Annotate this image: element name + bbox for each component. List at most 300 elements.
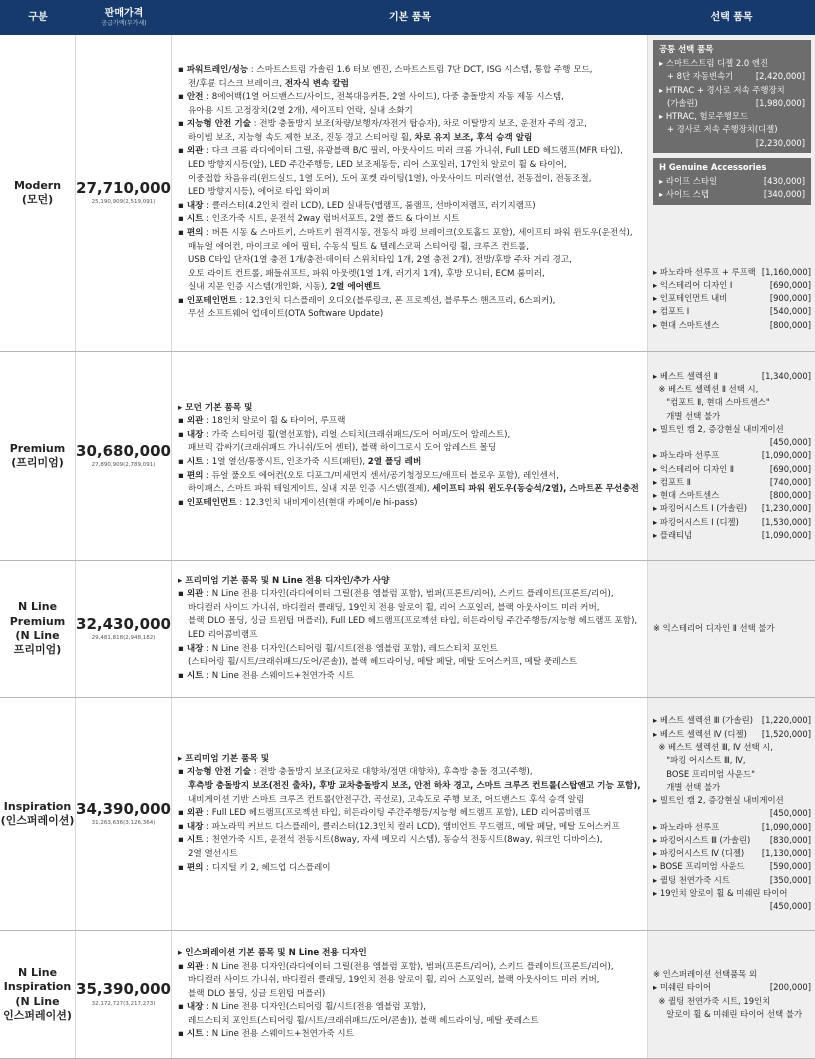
basic-item-category: 지능형 안전 기술 bbox=[186, 119, 251, 130]
bullet-icon: ▪ bbox=[178, 767, 187, 778]
option-item[interactable] bbox=[653, 860, 811, 873]
bullet-icon: ▪ bbox=[178, 808, 187, 819]
basic-item-line bbox=[178, 656, 643, 670]
option-name: (가솔린) bbox=[659, 97, 698, 108]
option-item[interactable] bbox=[653, 516, 811, 529]
bullet-icon: ▪ bbox=[178, 200, 187, 211]
basic-item-detail: : 전방 충돌방지 보조(교차로 대향차/정면 대향차), 후측방 충돌 경고(주행), bbox=[250, 767, 533, 778]
basic-item-line bbox=[178, 91, 643, 105]
basic-item-line bbox=[178, 807, 643, 821]
bullet-icon: ▪ bbox=[178, 214, 187, 225]
basic-item-detail: : 듀얼 풀오토 에어컨(오토 디포그/미세먼지 센서/공기청정모드/애프터 블로우 포함), 레인센서, bbox=[203, 470, 559, 481]
header-basic-label: 기본 품목 bbox=[388, 11, 432, 23]
basic-item-line bbox=[178, 470, 643, 484]
option-item[interactable] bbox=[653, 807, 811, 820]
option-name: "컴포트 Ⅱ, 현대 스마트센스" bbox=[653, 397, 770, 408]
option-item[interactable] bbox=[653, 1008, 811, 1021]
basic-item-emphasis: 전자식 변속 칼럼 bbox=[284, 78, 349, 89]
option-name: ▸ HTRAC, 험로주행모드 bbox=[659, 111, 749, 122]
basic-item-category: 시트 bbox=[186, 457, 204, 467]
trim-name: Inspiration bbox=[3, 799, 72, 813]
option-item[interactable] bbox=[653, 728, 811, 741]
option-item[interactable] bbox=[653, 821, 811, 834]
basic-item-line bbox=[178, 834, 643, 848]
options-cell bbox=[648, 35, 815, 351]
option-name: ▸ 파노라마 선루프 bbox=[653, 821, 720, 832]
basic-item-detail: : N Line 전용 스웨이드+천연가죽 시트 bbox=[203, 1029, 354, 1040]
bullet-icon: ▪ bbox=[178, 862, 187, 873]
option-item[interactable] bbox=[659, 84, 805, 97]
accessories-box bbox=[653, 158, 811, 205]
supply-price: 29,481,818(2,948,182) bbox=[91, 635, 156, 642]
option-item[interactable] bbox=[659, 175, 805, 188]
basic-item-detail: : 디지털 키 2, 헤드업 디스플레이 bbox=[203, 862, 331, 873]
basic-item-line bbox=[178, 213, 643, 227]
basic-items-cell bbox=[172, 352, 648, 560]
header-basic bbox=[172, 0, 648, 35]
basic-item-line bbox=[178, 295, 643, 309]
option-name: ▸ 베스트 셀렉션 Ⅱ bbox=[653, 370, 718, 381]
option-price: [1,230,000] bbox=[761, 503, 811, 514]
basic-items-cell bbox=[172, 931, 648, 1058]
supply-price: 27,890,909(2,789,091) bbox=[91, 462, 156, 469]
option-name: ▸ 사이드 스텝 bbox=[659, 189, 709, 200]
option-item[interactable] bbox=[653, 874, 811, 887]
option-item[interactable] bbox=[659, 188, 805, 201]
option-item[interactable] bbox=[653, 449, 811, 462]
basic-item-line bbox=[178, 961, 643, 975]
basic-item-line bbox=[178, 1001, 643, 1015]
option-price: [740,000] bbox=[769, 476, 811, 487]
basic-item-detail: : 8에어백(1열 어드밴스드/사이드, 전복대응커튼, 2열 사이드), 다중 충돌방지 자동 제동 시스템, bbox=[203, 92, 564, 103]
option-item[interactable] bbox=[653, 887, 811, 900]
basic-item-line bbox=[178, 974, 643, 988]
option-name: ▸ 빌트인 캠 2, 증강현실 내비게이션 bbox=[653, 795, 784, 806]
basic-item-detail: 하이패스, 스마트 파워 테일게이트, 실내 지문 인증 시스템(결제), bbox=[188, 484, 433, 495]
basic-item-detail: : N Line 전용 디자인(스티어링 휠/시트(전용 엠블럼 포함), bbox=[203, 1002, 426, 1013]
basic-item-line bbox=[178, 780, 643, 794]
trim-row bbox=[0, 35, 815, 352]
basic-item-detail: LED 방향지시등(앞), LED 주간주행등, LED 보조제동등, 리어 스포일러, 17인치 알로이 휠 & 타이어, bbox=[188, 160, 567, 171]
option-item[interactable] bbox=[653, 305, 811, 318]
basic-item-line bbox=[178, 497, 643, 511]
basic-item-line bbox=[178, 254, 643, 268]
basic-item-detail: : 인조가죽 시트, 운전석 2way 럼버서포트, 2열 폴드 & 다이브 시트 bbox=[203, 214, 460, 225]
basic-item-line bbox=[178, 670, 643, 684]
basic-item-line bbox=[178, 200, 643, 214]
basic-item-heading: ▸ 모던 기본 품목 및 bbox=[178, 402, 253, 413]
basic-item-category: 편의 bbox=[186, 862, 204, 873]
option-price: [800,000] bbox=[769, 490, 811, 501]
supply-price: 25,190,909(2,519,091) bbox=[91, 199, 156, 206]
basic-item-detail: : 파노라믹 커브드 디스플레이, 클러스터(12.3인치 컬러 LCD), 앰비언트 무드램프, 메탈 페달, 메탈 도어스커프 bbox=[203, 821, 620, 832]
bullet-icon: ▪ bbox=[178, 670, 187, 681]
option-name: ▸ 19인치 알로이 휠 & 미쉐린 타이어 bbox=[653, 888, 788, 899]
option-name: ▸ 인포테인먼트 내비 bbox=[653, 293, 728, 304]
option-item[interactable] bbox=[653, 266, 811, 279]
option-item[interactable] bbox=[653, 396, 811, 409]
basic-item-line bbox=[178, 186, 643, 200]
basic-item-line bbox=[178, 753, 643, 767]
basic-item-line bbox=[178, 947, 643, 961]
basic-item-detail: : 스마트스트림 가솔린 1.6 터보 엔진, 스마트스트림 7단 DCT, ISG 시스템, 통합 주행 모드, bbox=[248, 65, 593, 75]
bullet-icon: ▪ bbox=[178, 227, 187, 238]
option-item[interactable] bbox=[653, 383, 811, 396]
basic-item-detail: 패브릭 감싸기(크래쉬패드 가니쉬/도어 센터), 블랙 하이그로시 도어 암레스트 몰딩 bbox=[188, 443, 497, 454]
basic-item-emphasis: 세이프티 파워 윈도우(동승석/2열), 스마트폰 무선충전 bbox=[432, 484, 639, 495]
basic-item-category: 외관 bbox=[186, 961, 204, 972]
basic-item-line bbox=[178, 794, 643, 808]
basic-item-line bbox=[178, 78, 643, 92]
option-price: [800,000] bbox=[769, 319, 811, 330]
option-price: [1,980,000] bbox=[755, 97, 805, 108]
option-item[interactable] bbox=[653, 463, 811, 476]
basic-item-detail: : 1열 열선/통풍시트, 인조가죽 시트(패턴), bbox=[203, 457, 368, 467]
option-price: [450,000] bbox=[769, 901, 811, 912]
option-item[interactable] bbox=[653, 781, 811, 794]
basic-item-detail: 바디컬러 사이드 가니쉬, 바디컬러 클래딩, 19인치 전용 알로이 휠, 리어 스포일러, 블랙 아웃사이드 미러 커버, bbox=[188, 975, 600, 986]
basic-item-detail: : 18인치 알로이 휠 & 타이어, 루프랙 bbox=[203, 416, 346, 427]
trim-row bbox=[0, 698, 815, 931]
trim-name-cell bbox=[0, 352, 76, 560]
bullet-icon: ▪ bbox=[178, 416, 187, 427]
bullet-icon: ▪ bbox=[178, 146, 187, 157]
basic-item-line bbox=[178, 308, 643, 322]
options-cell bbox=[648, 352, 815, 560]
basic-item-detail: : 가죽 스티어링 휠(열선포함), 리얼 스티치(크래쉬패드/도어 어퍼/도어 암레스트), bbox=[203, 429, 511, 440]
option-item[interactable] bbox=[653, 319, 811, 332]
option-price: [1,090,000] bbox=[761, 530, 811, 541]
option-item[interactable] bbox=[659, 70, 805, 83]
trim-name: N Line Premium (N Line 프리미엄) bbox=[9, 600, 66, 657]
bullet-icon: ▪ bbox=[178, 589, 187, 600]
basic-item-detail: 후측방 충돌방지 보조(전진 출차), 후방 교차충돌방지 보조, 안전 하차 경고, 스마트 크루즈 컨트롤(스탑앤고 기능 포함), bbox=[188, 781, 641, 792]
option-name: ※ 인스퍼레이션 선택품목 외 bbox=[653, 968, 757, 979]
option-name: ▸ 플래티넘 bbox=[653, 530, 693, 541]
basic-item-detail: : N Line 전용 디자인(라디에이터 그릴(전용 엠블럼 포함), 범퍼(프론트/리어), 스키드 플레이트(프론트/리어), bbox=[203, 589, 614, 600]
options-cell bbox=[648, 698, 815, 930]
basic-item-line bbox=[178, 402, 643, 416]
option-price: [1,160,000] bbox=[761, 266, 811, 277]
basic-item-detail: : 다크 크롬 라디에이터 그릴, 유광블랙 B/C 필러, 아웃사이드 미러 크롬 가니쉬, Full LED 헤드램프(MFR 타입), bbox=[203, 146, 623, 157]
basic-item-line bbox=[178, 862, 643, 876]
basic-item-detail: 바디컬러 사이드 가니쉬, 바디컬러 클래딩, 19인치 전용 알로이 휠, 리어 스포일러, 블랙 아웃사이드 미러 커버, bbox=[188, 602, 600, 613]
trim-name-cell bbox=[0, 698, 76, 930]
basic-item-category: 외관 bbox=[186, 146, 204, 157]
option-price: [200,000] bbox=[769, 982, 811, 993]
option-price: [1,520,000] bbox=[761, 728, 811, 739]
bullet-icon: ▪ bbox=[178, 92, 187, 103]
basic-item-category: 내장 bbox=[186, 1002, 204, 1013]
basic-item-detail: LED 방향지시등), 에어로 타입 와이퍼 bbox=[188, 187, 330, 198]
trim-row bbox=[0, 931, 815, 1059]
basic-item-category: 인포테인먼트 bbox=[186, 497, 237, 508]
option-item[interactable] bbox=[653, 279, 811, 292]
option-item[interactable] bbox=[653, 847, 811, 860]
trim-name-cell bbox=[0, 561, 76, 697]
bullet-icon: ▪ bbox=[178, 457, 187, 467]
trim-name: Premium bbox=[9, 441, 66, 455]
basic-items-cell bbox=[172, 35, 648, 351]
option-name: 개별 선택 불가 bbox=[653, 410, 721, 421]
basic-item-line bbox=[178, 268, 643, 282]
option-name: ▸ 베스트 셀렉션 Ⅲ (가솔린) bbox=[653, 715, 753, 726]
bullet-icon: ▪ bbox=[178, 643, 187, 654]
option-item[interactable] bbox=[653, 995, 811, 1008]
bullet-icon: ▪ bbox=[178, 1002, 187, 1013]
basic-item-emphasis: 차로 유지 보조, 후석 승객 알림 bbox=[414, 132, 533, 143]
basic-item-category: 지능형 안전 기술 bbox=[186, 767, 251, 778]
header-category bbox=[0, 0, 76, 35]
option-price: [2,420,000] bbox=[755, 71, 805, 82]
basic-item-line bbox=[178, 575, 643, 589]
basic-item-detail: 블랙 DLO 몰딩, 싱글 트윈팁 머플러) bbox=[188, 988, 326, 999]
option-item[interactable] bbox=[653, 900, 811, 913]
basic-item-detail: 실내 지문 인증 시스템(개인화, 시동), bbox=[188, 282, 331, 293]
option-item[interactable] bbox=[653, 968, 811, 981]
option-price: [450,000] bbox=[769, 437, 811, 448]
basic-item-line bbox=[178, 821, 643, 835]
option-item[interactable] bbox=[653, 768, 811, 781]
basic-item-detail: : N Line 전용 디자인(라디에이터 그릴(전용 엠블럼 포함), 범퍼(프론트/리어), 스키드 플레이트(프론트/리어), bbox=[203, 961, 614, 972]
basic-item-category: 내장 bbox=[186, 643, 204, 654]
basic-item-detail: 전/후륜 디스크 브레이크, bbox=[188, 78, 285, 89]
basic-item-line bbox=[178, 105, 643, 119]
trim-name: N Line Inspiration (N Line 인스퍼레이션) bbox=[3, 965, 72, 1022]
basic-item-category: 외관 bbox=[186, 416, 204, 427]
option-item[interactable] bbox=[653, 370, 811, 383]
basic-item-category: 시트 bbox=[186, 835, 204, 846]
sale-price: 30,680,000 bbox=[76, 441, 171, 460]
basic-item-category: 인포테인먼트 bbox=[186, 295, 237, 306]
trim-name: Modern bbox=[13, 178, 62, 192]
basic-item-category: 시트 bbox=[186, 670, 204, 681]
option-name: ▸ 컴포트 Ⅱ bbox=[653, 476, 691, 487]
basic-item-detail: : Full LED 헤드램프(프로젝션 타입, 히든라이팅 주간주행등/지능형 헤드램프 포함), LED 리어콤비램프 bbox=[203, 808, 591, 819]
basic-item-detail: : 12.3인치 디스플레이 오디오(블루링크, 폰 프로젝션, 블루투스 핸즈프리, 6스피커), bbox=[236, 295, 556, 306]
header-price-label: 판매가격 bbox=[104, 7, 144, 19]
option-group-title: H Genuine Accessories bbox=[659, 161, 767, 172]
basic-item-detail: 오토 라이트 컨트롤, 패들쉬프트, 파워 아웃렛(1열 1개, 러기지 1개), 후방 모니터, ECM 룸미러, bbox=[188, 268, 545, 279]
basic-item-line bbox=[178, 615, 643, 629]
basic-item-detail: : 전방 충돌방지 보조(차량/보행자/자전거 탑승자), 차로 이탈방지 보조, 운전자 주의 경고, bbox=[250, 119, 587, 130]
option-name: ▸ 스마트스트림 디젤 2.0 엔진 bbox=[659, 58, 769, 69]
basic-item-detail: : 클러스터(4.2인치 컬러 LCD), LED 실내등(맵램프, 룸램프, 선바이저램프, 러기지램프) bbox=[203, 200, 536, 211]
basic-item-detail: : N Line 전용 디자인(스티어링 휠/시트(전용 엠블럼 포함), 레드스티치 포인트 bbox=[203, 643, 498, 654]
basic-item-category: 외관 bbox=[186, 589, 204, 600]
supply-price: 31,263,636(3,126,364) bbox=[91, 820, 156, 827]
option-item[interactable] bbox=[653, 502, 811, 515]
bullet-icon: ▪ bbox=[178, 119, 187, 130]
trim-row bbox=[0, 561, 815, 698]
option-name: ▸ 라이프 스타일 bbox=[659, 176, 718, 186]
price-cell bbox=[76, 931, 172, 1058]
price-cell bbox=[76, 35, 172, 351]
option-item[interactable] bbox=[653, 410, 811, 423]
sale-price: 32,430,000 bbox=[76, 614, 171, 633]
basic-item-line bbox=[178, 64, 643, 78]
basic-item-detail: 레드스티치 포인트(스티어링 휠/시트/크래쉬패드/도어/콘솔)), 블랙 헤드라이닝, 메탈 풋레스트 bbox=[188, 1015, 539, 1026]
option-item[interactable] bbox=[659, 137, 805, 150]
supply-price: 32,172,727(3,217,273) bbox=[91, 1000, 156, 1007]
basic-item-emphasis: 2열 에어벤트 bbox=[330, 282, 381, 293]
option-price: [690,000] bbox=[769, 279, 811, 290]
option-name: 알로이 휠 & 미쉐린 타이어 선택 불가 bbox=[653, 1008, 803, 1019]
option-name: BOSE 프리미엄 사운드" bbox=[653, 768, 755, 779]
basic-items-cell bbox=[172, 698, 648, 930]
basic-item-line bbox=[178, 629, 643, 643]
option-item[interactable] bbox=[653, 714, 811, 727]
basic-item-category: 시트 bbox=[186, 1029, 204, 1040]
option-price: [350,000] bbox=[769, 874, 811, 885]
basic-item-heading: ▸ 프리미엄 기본 품목 및 bbox=[178, 753, 269, 764]
basic-item-detail: 2열 열선시트 bbox=[188, 848, 238, 859]
option-name: "파킹 어시스트 Ⅲ, Ⅳ, bbox=[653, 755, 746, 766]
basic-item-line bbox=[178, 429, 643, 443]
option-item[interactable] bbox=[659, 123, 805, 136]
bullet-icon: ▪ bbox=[178, 429, 187, 440]
option-name: ▸ 현대 스마트센스 bbox=[653, 319, 720, 330]
basic-item-line bbox=[178, 415, 643, 429]
option-item[interactable] bbox=[653, 292, 811, 305]
options-cell bbox=[648, 931, 815, 1058]
option-item[interactable] bbox=[653, 476, 811, 489]
option-name: ▸ 파킹어시스트 Ⅰ (가솔린) bbox=[653, 503, 748, 514]
basic-item-category: 편의 bbox=[186, 227, 204, 238]
basic-item-detail: : 버튼 시동 & 스마트키, 스마트키 원격시동, 전동식 파킹 브레이크(오토홀드 포함), 세이프티 파워 윈도우(운전석), bbox=[203, 227, 633, 238]
option-item[interactable] bbox=[659, 110, 805, 123]
option-group-title: 공통 선택 품목 bbox=[659, 44, 714, 54]
basic-item-category: 안전 bbox=[186, 92, 204, 103]
option-name: ▸ 익스테리어 디자인 Ⅰ bbox=[653, 279, 733, 290]
option-name: ▸ 베스트 셀렉션 Ⅳ (디젤) bbox=[653, 728, 747, 739]
basic-item-line bbox=[178, 1015, 643, 1029]
option-name: + 경사로 저속 주행장치(디젤) bbox=[659, 124, 778, 135]
option-name: ▸ 미쉐린 타이어 bbox=[653, 982, 712, 993]
option-name: ※ 베스트 셀렉션 Ⅱ 선택 시, bbox=[653, 383, 759, 394]
bullet-icon: ▪ bbox=[178, 961, 187, 972]
option-price: [430,000] bbox=[763, 176, 805, 186]
basic-item-line bbox=[178, 766, 643, 780]
option-item[interactable] bbox=[653, 529, 811, 542]
header-category-label: 구분 bbox=[28, 11, 48, 23]
header-options-label: 선택 품목 bbox=[710, 11, 753, 23]
basic-item-detail: 하이빔 보조, 지능형 속도 제한 보조, 진동 경고 스티어링 휠, bbox=[188, 132, 415, 143]
basic-item-line bbox=[178, 132, 643, 146]
option-item[interactable] bbox=[653, 754, 811, 767]
price-cell bbox=[76, 352, 172, 560]
bullet-icon: ▪ bbox=[178, 295, 187, 306]
sale-price: 35,390,000 bbox=[76, 980, 171, 999]
option-item[interactable] bbox=[659, 57, 805, 70]
option-price: [830,000] bbox=[769, 834, 811, 845]
basic-item-line bbox=[178, 602, 643, 616]
trim-name-kr: (모던) bbox=[21, 193, 54, 206]
option-price: [1,090,000] bbox=[761, 450, 811, 461]
option-name: ▸ 익스테리어 디자인 Ⅱ bbox=[653, 463, 735, 474]
basic-item-line bbox=[178, 643, 643, 657]
option-name: ▸ 컴포트 Ⅰ bbox=[653, 306, 690, 317]
basic-item-category: 편의 bbox=[186, 470, 204, 481]
option-item[interactable] bbox=[653, 981, 811, 994]
basic-item-heading: ▸ 인스퍼레이션 기본 품목 및 N Line 전용 디자인 bbox=[178, 947, 367, 958]
option-item[interactable] bbox=[653, 436, 811, 449]
option-item[interactable] bbox=[653, 794, 811, 807]
option-price: [1,220,000] bbox=[761, 715, 811, 726]
option-item[interactable] bbox=[653, 489, 811, 502]
option-item[interactable] bbox=[659, 97, 805, 110]
basic-item-category: 내장 bbox=[186, 200, 204, 211]
basic-item-line bbox=[178, 456, 643, 470]
basic-item-category: 외관 bbox=[186, 808, 204, 819]
option-price: [1,130,000] bbox=[761, 848, 811, 859]
basic-item-detail: 이중접합 차음유리(윈드실드, 1열 도어), 도어 포켓 라이팅(1열), 아웃사이드 미러(열선, 전동접이, 전동조절, bbox=[188, 173, 592, 184]
basic-item-line bbox=[178, 988, 643, 1002]
basic-item-line bbox=[178, 1028, 643, 1042]
basic-item-line bbox=[178, 145, 643, 159]
basic-item-category: 시트 bbox=[186, 214, 204, 225]
bullet-icon: ▪ bbox=[178, 1029, 187, 1040]
option-item[interactable] bbox=[653, 834, 811, 847]
basic-items-cell bbox=[172, 561, 648, 697]
option-price: [540,000] bbox=[769, 306, 811, 317]
basic-item-detail: 무선 소프트웨어 업데이트(OTA Software Update) bbox=[188, 309, 384, 320]
option-name: ※ 익스테리어 디자인 Ⅱ 선택 불가 bbox=[653, 623, 775, 634]
trim-name-kr: (인스퍼레이션) bbox=[0, 814, 75, 827]
option-name: ▸ 파킹어시스트 Ⅲ (가솔린) bbox=[653, 834, 751, 845]
basic-item-line bbox=[178, 227, 643, 241]
basic-item-detail: 블랙 DLO 몰딩, 싱글 트윈팁 머플러), Full LED 헤드램프(프로젝션 타입, 히든라이팅 주간주행등/지능형 헤드램프 포함), bbox=[188, 616, 638, 627]
basic-item-line bbox=[178, 241, 643, 255]
option-price: [1,090,000] bbox=[761, 821, 811, 832]
option-name: ▸ 파킹어시스트 Ⅳ (디젤) bbox=[653, 848, 745, 859]
option-price: [1,530,000] bbox=[761, 516, 811, 527]
basic-item-emphasis: 2열 폴딩 레버 bbox=[367, 457, 422, 467]
option-name: + 8단 자동변속기 bbox=[659, 71, 734, 82]
basic-item-line bbox=[178, 159, 643, 173]
trim-row bbox=[0, 352, 815, 561]
basic-item-line bbox=[178, 118, 643, 132]
basic-item-line bbox=[178, 281, 643, 295]
trim-name-cell bbox=[0, 35, 76, 351]
bullet-icon: ▪ bbox=[178, 835, 187, 846]
trim-name-kr: (프리미엄) bbox=[11, 456, 64, 469]
option-item[interactable] bbox=[653, 741, 811, 754]
bullet-icon: ▪ bbox=[178, 470, 187, 481]
options-cell bbox=[648, 561, 815, 697]
basic-item-category: 파워트레인/성능 bbox=[186, 65, 249, 75]
option-item[interactable] bbox=[653, 423, 811, 436]
option-item[interactable] bbox=[653, 622, 811, 635]
option-name: ▸ HTRAC + 경사로 저속 주행장치 bbox=[659, 84, 785, 95]
option-name: 개별 선택 불가 bbox=[653, 781, 721, 792]
option-name: ▸ BOSE 프리미엄 사운드 bbox=[653, 861, 745, 872]
option-price: [340,000] bbox=[763, 189, 805, 200]
basic-item-detail: 내비게이션 기반 스마트 크루즈 컨트롤(안전구간, 곡선로), 고속도로 주행 보조, 어드밴스드 후석 승객 알림 bbox=[188, 794, 585, 805]
option-price: [690,000] bbox=[769, 463, 811, 474]
common-options-box bbox=[653, 40, 811, 153]
option-name: ▸ 빌트인 캠 2, 증강현실 내비게이션 bbox=[653, 423, 784, 434]
option-price: [1,340,000] bbox=[761, 370, 811, 381]
basic-item-line bbox=[178, 442, 643, 456]
sale-price: 34,390,000 bbox=[76, 799, 171, 818]
bullet-icon: ▪ bbox=[178, 821, 187, 832]
sale-price: 27,710,000 bbox=[76, 178, 171, 197]
option-price: [2,230,000] bbox=[755, 137, 805, 148]
option-name: ▸ 파노라마 선루프 + 루프랙 bbox=[653, 266, 756, 277]
price-cell bbox=[76, 698, 172, 930]
header-price bbox=[76, 0, 172, 35]
